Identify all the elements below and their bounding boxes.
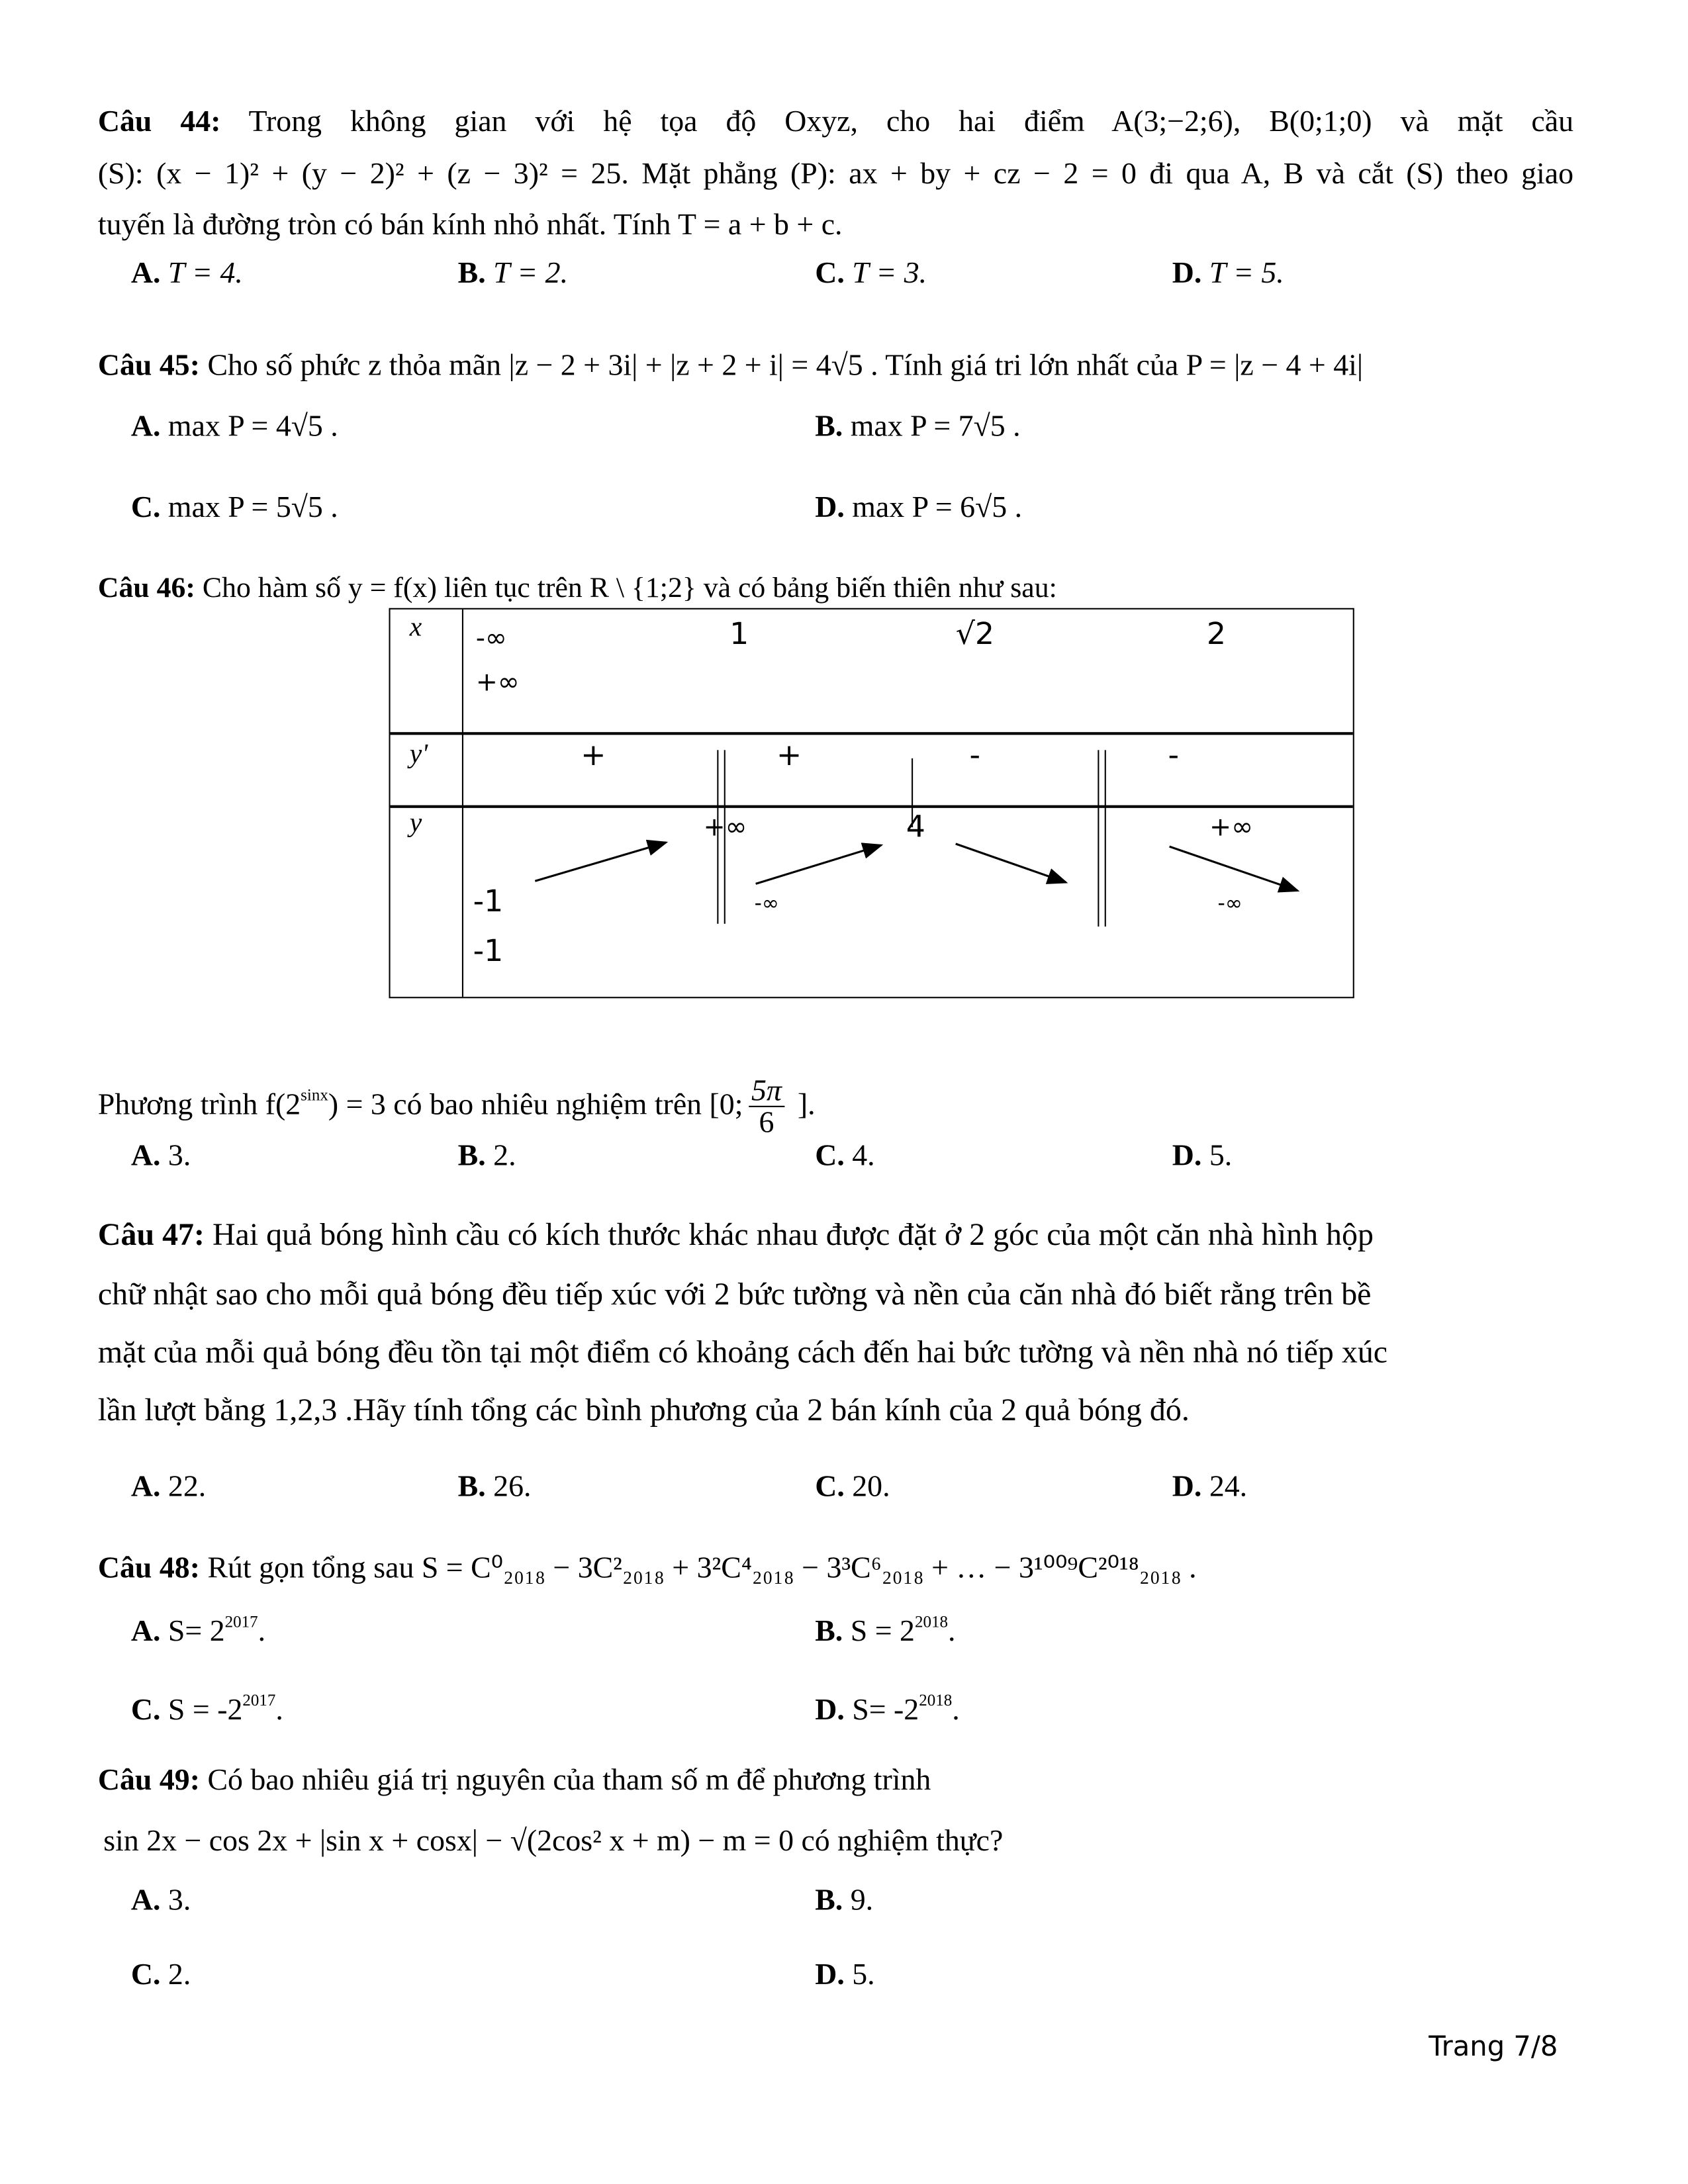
option-c[interactable]: [815, 1138, 874, 1173]
option-exponent: 2018: [919, 1690, 953, 1710]
question-label: Câu 47:: [97, 1217, 205, 1252]
option-letter: A.: [130, 1882, 161, 1917]
decreasing-arrow: [1170, 846, 1298, 891]
option-text: 4.: [852, 1137, 875, 1172]
x-value: -∞: [475, 623, 508, 654]
increasing-arrow: [756, 845, 882, 884]
x-value: +∞: [475, 667, 520, 698]
x-value: 1: [729, 617, 749, 653]
option-letter: D.: [1172, 255, 1202, 290]
option-text: .: [947, 1613, 956, 1648]
option-a[interactable]: [131, 1469, 206, 1504]
decreasing-arrow: [956, 844, 1066, 882]
option-text: 20.: [852, 1468, 890, 1503]
q49-formula: sin 2x − cos 2x + |sin x + cosx| − √(2cos² x + m) − m = 0 có nghiệm thực?: [103, 1823, 1004, 1858]
option-c[interactable]: [815, 255, 927, 291]
option-letter: B.: [815, 1613, 843, 1648]
option-a[interactable]: [131, 1882, 191, 1918]
y-value: -1: [473, 885, 504, 920]
option-text: 3.: [167, 1882, 191, 1917]
option-text: S = 2: [850, 1613, 915, 1648]
option-letter: C.: [815, 255, 845, 290]
derivative-sign: -: [1168, 739, 1180, 774]
option-text: 22.: [167, 1468, 207, 1503]
q44-line-3: tuyến là đường tròn có bán kính nhỏ nhất. Tính T = a + b + c.: [97, 206, 843, 242]
question-label: Câu 48:: [97, 1549, 200, 1584]
question-text: Có bao nhiêu giá trị nguyên của tham số m để phương trình: [207, 1762, 931, 1797]
option-text: 2.: [493, 1137, 516, 1172]
option-letter: D.: [815, 1692, 845, 1727]
option-letter: C.: [130, 1956, 161, 1991]
equation-text: Phương trình f(2: [97, 1086, 301, 1121]
option-letter: B.: [457, 1468, 486, 1503]
option-d[interactable]: [815, 490, 1022, 525]
question-text: Trong không gian với hệ tọa độ Oxyz, cho hai điểm A(3;−2;6), B(0;1;0) và mặt cầu: [248, 103, 1574, 138]
question-text: Cho hàm số y = f(x) liên tục trên R \ {1;2} và có bảng biến thiên như sau:: [202, 570, 1057, 604]
option-letter: C.: [815, 1468, 845, 1503]
q45-text: [98, 347, 1363, 383]
option-letter: C.: [815, 1137, 845, 1172]
option-a[interactable]: [131, 408, 338, 444]
x-value: 2: [1206, 617, 1227, 653]
option-text: 2.: [167, 1956, 191, 1991]
q44-line-2: (S): (x − 1)² + (y − 2)² + (z − 3)² = 25. Mặt phẳng (P): ax + by + cz − 2 = 0 đi qua A, B và cắt (S) theo giao: [97, 156, 1574, 191]
option-a[interactable]: [131, 1604, 265, 1649]
option-text: S = -2: [167, 1692, 243, 1727]
option-text: 26.: [493, 1468, 532, 1503]
row-label-y-prime: y': [409, 739, 428, 770]
q44-line-1: [98, 103, 1573, 139]
option-text: T = 4.: [167, 255, 243, 290]
option-letter: A.: [130, 255, 161, 290]
option-letter: C.: [130, 1692, 161, 1727]
option-text: max P = 6√5 .: [852, 489, 1023, 524]
variation-arrows: [391, 610, 1356, 1000]
option-d[interactable]: [815, 1956, 874, 1992]
q46-equation: [98, 1064, 816, 1138]
option-b[interactable]: [815, 408, 1020, 444]
option-text: .: [275, 1692, 283, 1727]
option-exponent: 2017: [242, 1690, 276, 1710]
option-c[interactable]: [131, 1956, 191, 1992]
option-d[interactable]: [815, 1682, 959, 1728]
page-number: Trang 7/8: [1429, 2029, 1558, 2063]
option-text: S= -2: [852, 1692, 919, 1727]
option-letter: D.: [815, 1956, 845, 1991]
question-text: Rút gọn tổng sau S = C⁰₂₀₁₈ − 3C²₂₀₁₈ + 3²C⁴₂₀₁₈ − 3³C⁶₂₀₁₈ + … − 3¹⁰⁰⁹C²⁰¹⁸₂₀₁₈ .: [207, 1549, 1197, 1584]
option-c[interactable]: [815, 1469, 890, 1504]
option-letter: A.: [130, 1613, 161, 1648]
question-label: Câu 44:: [97, 103, 221, 138]
derivative-sign: -: [969, 739, 981, 774]
option-exponent: 2018: [914, 1612, 948, 1631]
question-label: Câu 49:: [97, 1762, 200, 1797]
derivative-sign: +: [776, 739, 802, 774]
option-letter: B.: [815, 408, 843, 443]
option-letter: B.: [815, 1882, 843, 1917]
y-value: -1: [473, 934, 504, 970]
question-text: Hai quả bóng hình cầu có kích thước khác nhau được đặt ở 2 góc của một căn nhà hình hộp: [212, 1217, 1374, 1252]
option-text: T = 2.: [493, 255, 569, 290]
option-text: max P = 5√5 .: [167, 489, 338, 524]
y-value: -∞: [1217, 890, 1243, 916]
option-b[interactable]: [458, 255, 568, 291]
option-text: 3.: [167, 1137, 191, 1172]
option-b[interactable]: [815, 1882, 873, 1918]
option-letter: D.: [815, 489, 845, 524]
option-text: S= 2: [167, 1613, 225, 1648]
q47-line-2: chữ nhật sao cho mỗi quả bóng đều tiếp xúc với 2 bức tường và nền của căn nhà đó biết rằng trên bề: [97, 1277, 1372, 1312]
option-text: T = 5.: [1209, 255, 1284, 290]
option-letter: C.: [130, 489, 161, 524]
q49-text: [98, 1762, 931, 1797]
equation-text: ].: [790, 1086, 816, 1121]
option-letter: D.: [1172, 1468, 1202, 1503]
option-b[interactable]: [815, 1604, 955, 1649]
row-label-y: y: [409, 807, 422, 839]
option-a[interactable]: [131, 1138, 191, 1173]
question-text: Cho số phức z thỏa mãn |z − 2 + 3i| + |z + 2 + i| = 4√5 . Tính giá tri lớn nhất của P = |z − 4 + 4i|: [207, 347, 1364, 383]
option-text: .: [258, 1613, 266, 1648]
y-value: 4: [906, 810, 925, 846]
fraction: [749, 1073, 784, 1140]
question-label: Câu 46:: [97, 570, 195, 604]
q47-line-1: [98, 1218, 1374, 1253]
option-a[interactable]: [131, 255, 243, 291]
option-d[interactable]: [1172, 255, 1284, 291]
option-letter: A.: [130, 1468, 161, 1503]
increasing-arrow: [535, 842, 666, 881]
derivative-sign: +: [581, 739, 606, 774]
option-letter: A.: [130, 1137, 161, 1172]
option-text: .: [952, 1692, 960, 1727]
option-letter: A.: [130, 408, 161, 443]
y-value: -∞: [754, 890, 779, 916]
equation-exponent: sinx: [301, 1085, 328, 1105]
variation-table: [389, 608, 1354, 999]
option-text: T = 3.: [852, 255, 927, 290]
option-letter: D.: [1172, 1137, 1202, 1172]
option-exponent: 2017: [224, 1612, 258, 1631]
y-value: +∞: [703, 812, 747, 842]
option-c[interactable]: [131, 490, 338, 525]
option-b[interactable]: [458, 1138, 516, 1173]
option-letter: B.: [457, 1137, 486, 1172]
option-text: 9.: [850, 1882, 874, 1917]
fraction-numerator: 5π: [749, 1076, 784, 1108]
equation-text: ) = 3 có bao nhiêu nghiệm trên [0;: [328, 1086, 743, 1121]
fraction-denominator: 6: [759, 1105, 774, 1140]
option-d[interactable]: [1172, 1138, 1232, 1173]
y-value: +∞: [1209, 812, 1254, 842]
option-d[interactable]: [1172, 1469, 1247, 1504]
option-text: max P = 4√5 .: [167, 408, 338, 443]
row-label-x: x: [409, 612, 422, 643]
option-text: 5.: [852, 1956, 875, 1991]
x-value: √2: [955, 617, 995, 653]
q46-text: [98, 569, 1057, 605]
q47-line-3: mặt của mỗi quả bóng đều tồn tại một điểm có khoảng cách đến hai bức tường và nền nhà nó tiếp xúc: [97, 1334, 1388, 1369]
q48-text: [98, 1550, 1197, 1586]
q47-line-4: lần lượt bằng 1,2,3 .Hãy tính tổng các bình phương của 2 bán kính của 2 quả bóng đó.: [97, 1392, 1190, 1428]
option-c[interactable]: [131, 1682, 283, 1728]
option-text: 24.: [1209, 1468, 1248, 1503]
option-b[interactable]: [458, 1469, 532, 1504]
option-letter: B.: [457, 255, 486, 290]
option-text: 5.: [1209, 1137, 1233, 1172]
option-text: max P = 7√5 .: [850, 408, 1021, 443]
question-label: Câu 45:: [97, 347, 200, 383]
